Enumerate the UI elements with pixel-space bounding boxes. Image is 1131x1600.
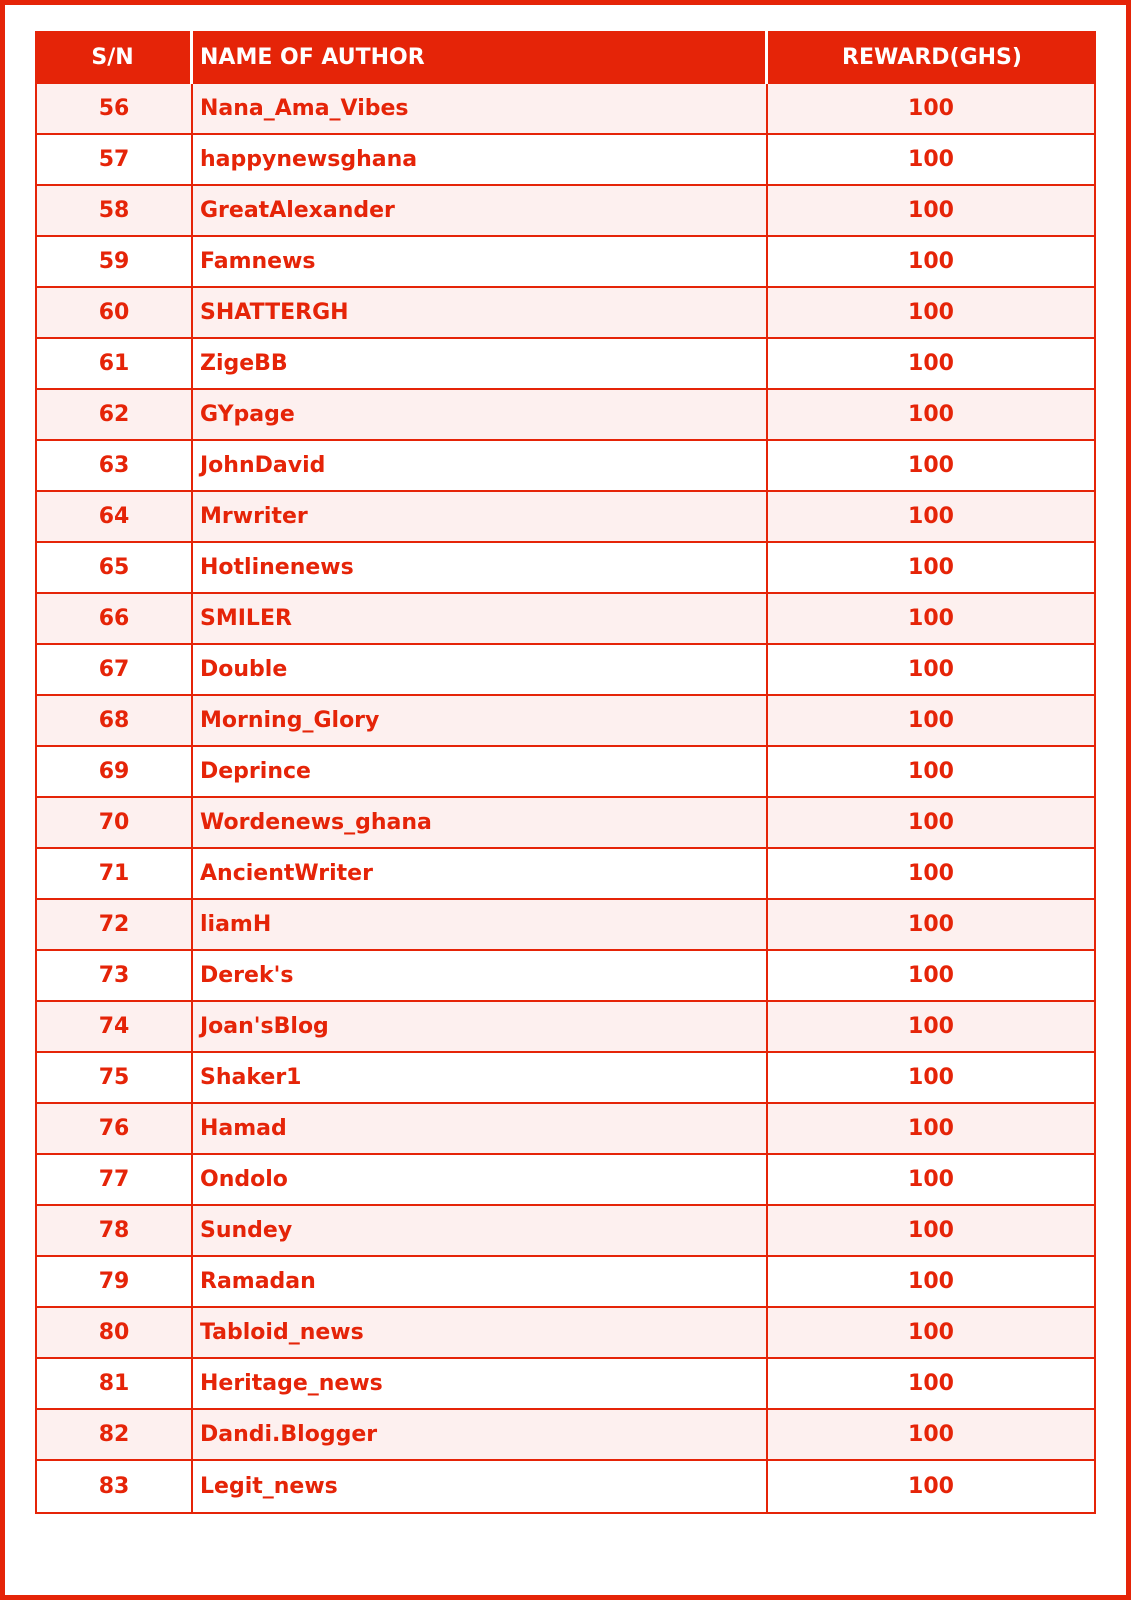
row-reward: 100 (908, 759, 954, 784)
row-reward: 100 (908, 708, 954, 733)
table-row (37, 441, 1094, 492)
row-sn: 58 (37, 186, 193, 235)
row-author-name: Heritage_news (193, 1359, 768, 1408)
row-sn: 72 (37, 900, 193, 949)
row-reward: 100 (908, 1116, 954, 1141)
row-sn: 65 (37, 543, 193, 592)
row-reward: 100 (908, 249, 954, 274)
row-sn: 60 (37, 288, 193, 337)
row-reward: 100 (908, 351, 954, 376)
row-sn: 67 (37, 645, 193, 694)
row-sn: 69 (37, 747, 193, 796)
row-sn: 57 (37, 135, 193, 184)
table-row (37, 135, 1094, 186)
row-sn: 64 (37, 492, 193, 541)
row-sn: 74 (37, 1002, 193, 1051)
row-sn: 68 (37, 696, 193, 745)
row-sn: 73 (37, 951, 193, 1000)
row-sn: 63 (37, 441, 193, 490)
row-sn: 79 (37, 1257, 193, 1306)
row-reward: 100 (908, 96, 954, 121)
table-row (37, 1002, 1094, 1053)
row-sn: 77 (37, 1155, 193, 1204)
table-body (35, 84, 1096, 1514)
table-row (37, 84, 1094, 135)
table-row (37, 1104, 1094, 1155)
table-row (37, 951, 1094, 1002)
row-reward: 100 (908, 453, 954, 478)
row-author-name: ZigeBB (193, 339, 768, 388)
row-reward: 100 (908, 402, 954, 427)
row-author-name: Ondolo (193, 1155, 768, 1204)
row-reward: 100 (908, 555, 954, 580)
row-author-name: GYpage (193, 390, 768, 439)
row-reward: 100 (908, 810, 954, 835)
table-row (37, 339, 1094, 390)
row-reward: 100 (908, 861, 954, 886)
row-reward: 100 (908, 1014, 954, 1039)
row-author-name: Dandi.Blogger (193, 1410, 768, 1459)
row-author-name: Famnews (193, 237, 768, 286)
row-author-name: Joan'sBlog (193, 1002, 768, 1051)
row-sn: 75 (37, 1053, 193, 1102)
row-author-name: liamH (193, 900, 768, 949)
table-row (37, 237, 1094, 288)
header-name-of-author: NAME OF AUTHOR (193, 31, 768, 84)
row-reward: 100 (908, 657, 954, 682)
row-sn: 81 (37, 1359, 193, 1408)
row-sn: 70 (37, 798, 193, 847)
table-row (37, 288, 1094, 339)
table-row (37, 645, 1094, 696)
table-row (37, 1308, 1094, 1359)
row-author-name: Nana_Ama_Vibes (193, 84, 768, 133)
row-sn: 59 (37, 237, 193, 286)
row-sn: 80 (37, 1308, 193, 1357)
row-author-name: Hotlinenews (193, 543, 768, 592)
row-author-name: Morning_Glory (193, 696, 768, 745)
table-row (37, 1461, 1094, 1512)
row-sn: 78 (37, 1206, 193, 1255)
row-sn: 56 (37, 84, 193, 133)
row-author-name: GreatAlexander (193, 186, 768, 235)
row-author-name: Legit_news (193, 1461, 768, 1512)
row-reward: 100 (908, 300, 954, 325)
row-sn: 66 (37, 594, 193, 643)
row-reward: 100 (908, 1065, 954, 1090)
table-row (37, 594, 1094, 645)
row-author-name: Hamad (193, 1104, 768, 1153)
row-sn: 76 (37, 1104, 193, 1153)
row-sn: 71 (37, 849, 193, 898)
row-reward: 100 (908, 1218, 954, 1243)
row-reward: 100 (908, 1269, 954, 1294)
row-author-name: Shaker1 (193, 1053, 768, 1102)
row-reward: 100 (908, 1371, 954, 1396)
row-sn: 62 (37, 390, 193, 439)
table-row (37, 747, 1094, 798)
header-sn: S/N (35, 31, 193, 84)
table-row (37, 696, 1094, 747)
row-reward: 100 (908, 504, 954, 529)
row-reward: 100 (908, 198, 954, 223)
row-author-name: Deprince (193, 747, 768, 796)
row-sn: 61 (37, 339, 193, 388)
table-header (35, 31, 1096, 84)
table-row (37, 1257, 1094, 1308)
table-row (37, 1206, 1094, 1257)
row-author-name: Mrwriter (193, 492, 768, 541)
row-author-name: JohnDavid (193, 441, 768, 490)
row-author-name: SMILER (193, 594, 768, 643)
row-author-name: Double (193, 645, 768, 694)
row-sn: 83 (37, 1461, 193, 1512)
row-author-name: Sundey (193, 1206, 768, 1255)
header-reward: REWARD(GHS) (842, 45, 1022, 70)
row-reward: 100 (908, 912, 954, 937)
row-reward: 100 (908, 963, 954, 988)
author-reward-table (35, 31, 1096, 1514)
table-row (37, 1155, 1094, 1206)
table-row (37, 1410, 1094, 1461)
table-row (37, 186, 1094, 237)
table-row (37, 849, 1094, 900)
row-author-name: Derek's (193, 951, 768, 1000)
row-author-name: Ramadan (193, 1257, 768, 1306)
table-row (37, 492, 1094, 543)
table-row (37, 543, 1094, 594)
row-author-name: Wordenews_ghana (193, 798, 768, 847)
row-reward: 100 (908, 1320, 954, 1345)
table-row (37, 1053, 1094, 1104)
row-author-name: Tabloid_news (193, 1308, 768, 1357)
row-author-name: SHATTERGH (193, 288, 768, 337)
table-row (37, 1359, 1094, 1410)
row-reward: 100 (908, 1474, 954, 1499)
row-reward: 100 (908, 1167, 954, 1192)
table-row (37, 900, 1094, 951)
row-author-name: AncientWriter (193, 849, 768, 898)
row-author-name: happynewsghana (193, 135, 768, 184)
table-row (37, 390, 1094, 441)
row-sn: 82 (37, 1410, 193, 1459)
table-row (37, 798, 1094, 849)
row-reward: 100 (908, 147, 954, 172)
row-reward: 100 (908, 606, 954, 631)
row-reward: 100 (908, 1422, 954, 1447)
